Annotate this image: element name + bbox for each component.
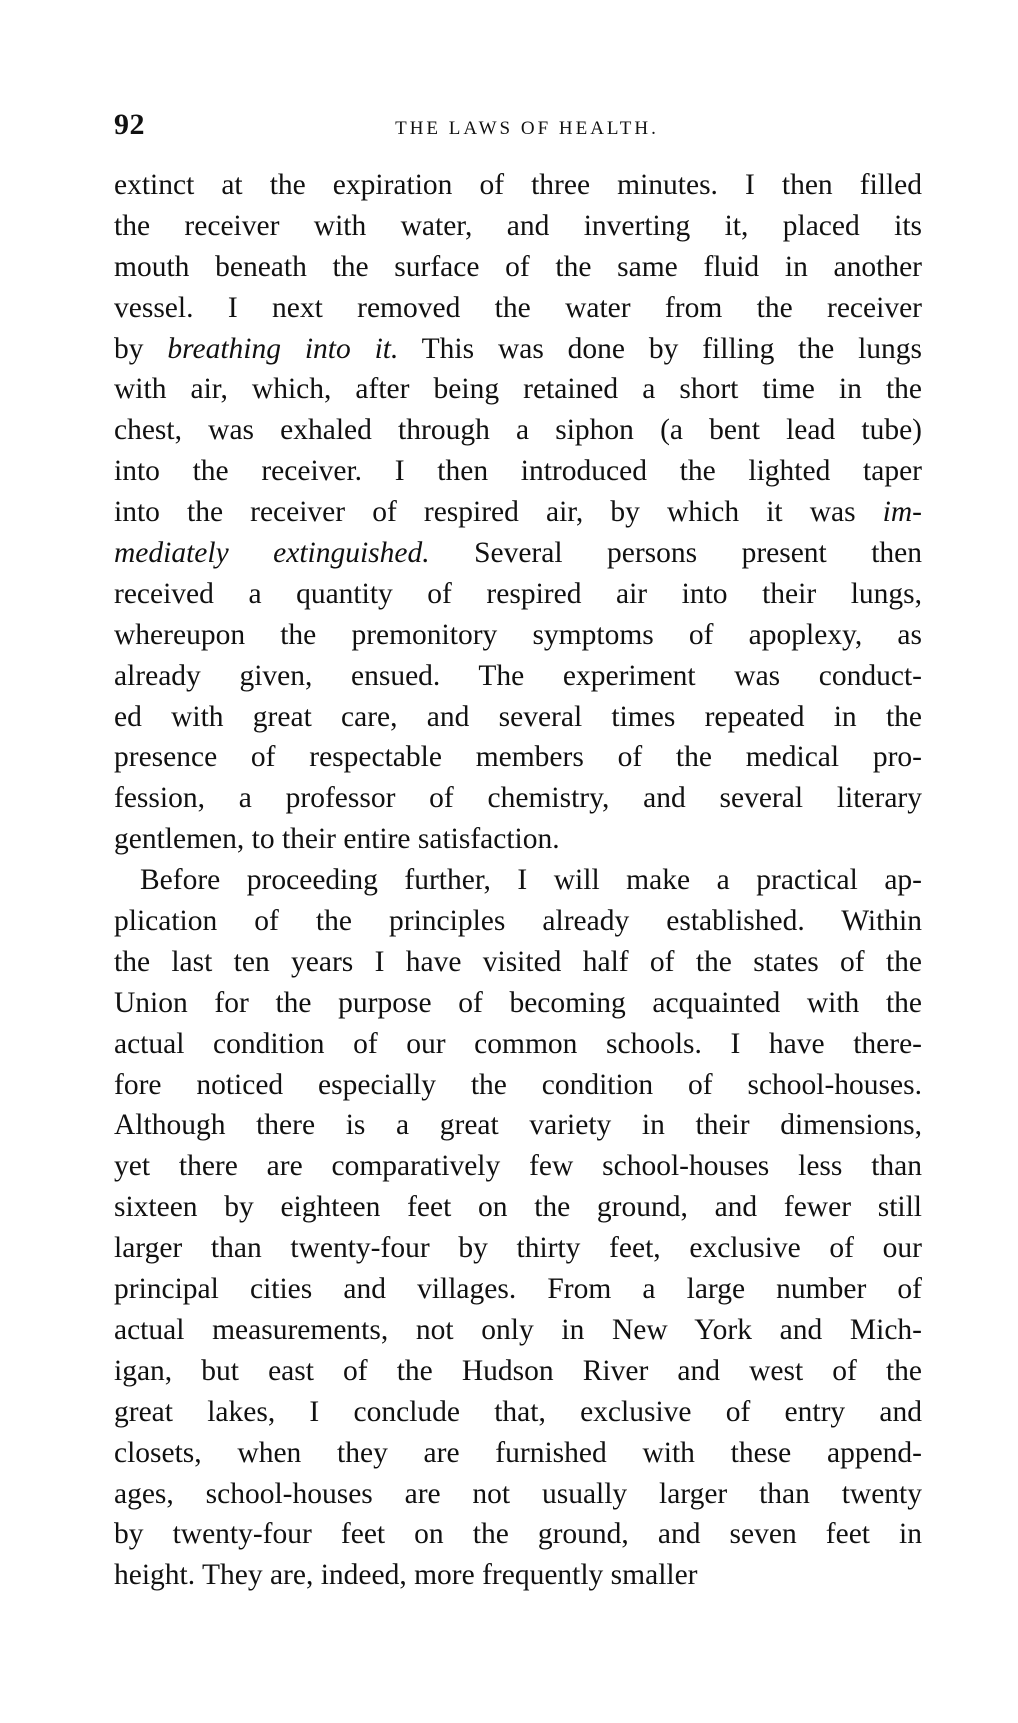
text-run: This was done by filling the lungs [398, 332, 923, 365]
text-line: chest, was exhaled through a siphon (a bent lead tube) [114, 414, 922, 447]
text-line: with air, which, after being retained a short time in the [114, 373, 922, 406]
text-line: Union for the purpose of becoming acquainted with the [114, 986, 922, 1019]
page-number: 92 [114, 108, 145, 141]
text-line: closets, when they are furnished with these append- [114, 1436, 922, 1469]
text-line: the last ten years I have visited half of the states of the [114, 945, 922, 978]
text-line: plication of the principles already established. Within [114, 905, 922, 938]
text-line: fore noticed especially the condition of school-houses. [114, 1068, 922, 1101]
text-line: height. They are, indeed, more frequently smaller [114, 1559, 698, 1592]
paragraph-2 [114, 860, 922, 1596]
paragraph-1 [114, 165, 922, 860]
text-line: by twenty-four feet on the ground, and seven feet in [114, 1518, 922, 1551]
text-line: yet there are comparatively few school-houses less than [114, 1150, 922, 1183]
text-line: the receiver with water, and inverting it, placed its [114, 209, 922, 242]
text-line: igan, but east of the Hudson River and west of the [114, 1354, 922, 1387]
text-line: mouth beneath the surface of the same fluid in another [114, 250, 922, 283]
running-head [114, 108, 920, 148]
text-line [114, 492, 922, 533]
text-line: ed with great care, and several times repeated in the [114, 700, 922, 733]
text-run: by [114, 332, 168, 365]
text-line: actual measurements, not only in New York and Mich- [114, 1313, 922, 1346]
text-line: larger than twenty-four by thirty feet, exclusive of our [114, 1232, 922, 1265]
text-line: into the receiver. I then introduced the lighted taper [114, 455, 922, 488]
text-line: received a quantity of respired air into their lungs, [114, 577, 922, 610]
text-line: actual condition of our common schools. I have there- [114, 1027, 922, 1060]
text-line: fession, a professor of chemistry, and several literary [114, 782, 922, 815]
text-line: principal cities and villages. From a large number of [114, 1273, 922, 1306]
text-line: great lakes, I conclude that, exclusive of entry and [114, 1395, 922, 1428]
text-line: ages, school-houses are not usually larger than twenty [114, 1477, 922, 1510]
text-line [114, 533, 922, 574]
text-run: Several persons present then [429, 537, 922, 570]
text-line [114, 329, 922, 370]
text-line: extinct at the expiration of three minutes. I then filled [114, 169, 922, 201]
text-line: Although there is a great variety in their dimensions, [114, 1109, 922, 1142]
text-line: vessel. I next removed the water from the receiver [114, 291, 922, 324]
italic-text-run: im- [882, 496, 922, 529]
italic-text-run: breathing into it. [167, 332, 399, 365]
body-text [114, 165, 922, 1596]
running-title: THE LAWS OF HEALTH. [395, 118, 659, 139]
text-line: gentlemen, to their entire satisfaction. [114, 823, 560, 856]
text-line: already given, ensued. The experiment was conduct- [114, 659, 922, 692]
text-line: presence of respectable members of the medical pro- [114, 741, 922, 774]
italic-text-run: mediately extinguished. [114, 537, 430, 570]
text-run: into the receiver of respired air, by which it was [114, 496, 883, 529]
text-line: Before proceeding further, I will make a practical ap- [140, 864, 922, 897]
text-line: sixteen by eighteen feet on the ground, and fewer still [114, 1191, 922, 1224]
text-line: whereupon the premonitory symptoms of apoplexy, as [114, 618, 922, 651]
